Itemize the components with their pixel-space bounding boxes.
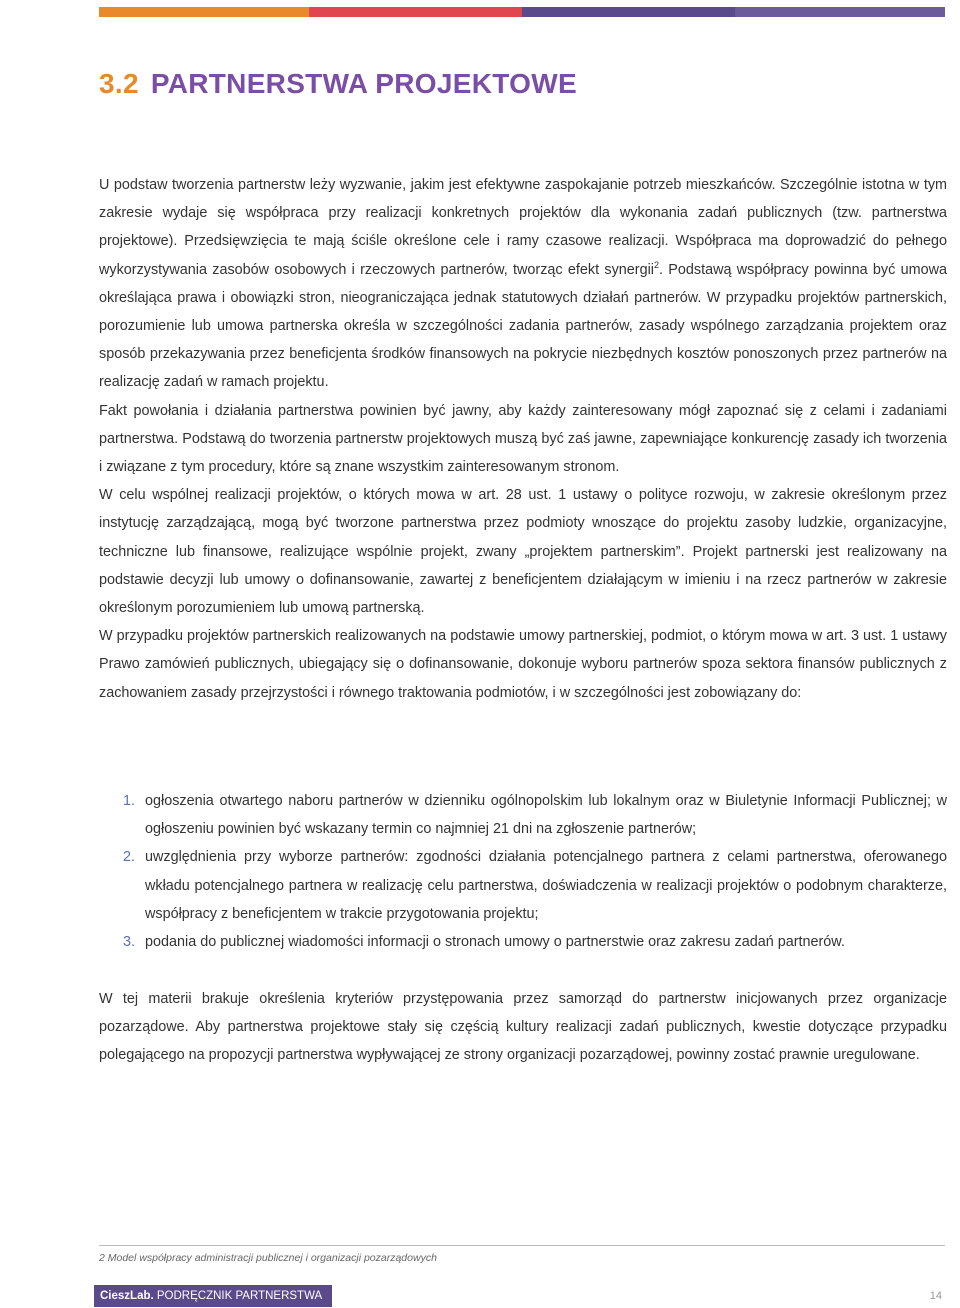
bar-segment-purple [522, 7, 735, 17]
obligations-list [99, 787, 947, 956]
list-item-text: ogłoszenia otwartego naboru partnerów w dzienniku ogólnopolskim lub lokalnym oraz w Biuletynie Informacji Publicznej; w ogłoszeniu powinien być wskazany termin co najmniej 21 dni na zgłoszenie partnerów; [145, 793, 947, 838]
list-item [99, 928, 947, 956]
footnote-divider [99, 1245, 945, 1246]
list-number: 2. [123, 849, 136, 866]
top-color-bar [99, 7, 945, 17]
list-number: 3. [123, 934, 136, 951]
page-number: 14 [929, 1290, 942, 1302]
bar-segment-red [309, 7, 522, 17]
list-item-text: podania do publicznej wiadomości informacji o stronach umowy o partnerstwie oraz zakresu zadań partnerów. [145, 934, 845, 951]
footnote-ref[interactable]: 2 [653, 259, 659, 270]
paragraph-3: W celu wspólnej realizacji projektów, o których mowa w art. 28 ust. 1 ustawy o polityce rozwoju, w zakresie określonym przez instytucję zarządzającą, mogą być tworzone partnerstwa przez podmioty wnoszące do projektu zasoby ludzkie, organizacyjne, techniczne lub finansowe, realizujące wspólnie projekt, zwany „projektem partnerskim”. Projekt partnerski jest realizowany na podstawie decyzji lub umowy o dofinansowanie, zawartej z beneficjentem działającym w imieniu i na rzecz partnerów w zakresie określonym porozumieniem lub umową partnerską. [99, 487, 947, 617]
list-item [99, 843, 947, 928]
list-item-text: uwzględnienia przy wyborze partnerów: zgodności działania potencjalnego partnera z celami partnerstwa, oferowanego wkładu potencjalnego partnera w realizację celu partnerstwa, doświadczenia w realizacji projektów o podobnym charakterze, współpracy z beneficjentem w trakcie przygotowania projektu; [145, 849, 947, 922]
body-text [99, 171, 947, 707]
brand-name: CieszLab. [100, 1290, 154, 1302]
section-title [99, 68, 577, 100]
bar-segment-violet [735, 7, 945, 17]
list-item [99, 787, 947, 843]
bar-segment-orange [99, 7, 309, 17]
list-number: 1. [123, 793, 136, 809]
paragraph-4: W przypadku projektów partnerskich realizowanych na podstawie umowy partnerskiej, podmiot, o którym mowa w art. 3 ust. 1 ustawy Prawo zamówień publicznych, ubiegający się o dofinansowanie, dokonuje wyboru partnerów spoza sektora finansów publicznych z zachowaniem zasady przejrzystości i równego traktowania podmiotów, i w szczególności jest zobowiązany do: [99, 628, 947, 701]
section-heading-text: PARTNERSTWA PROJEKTOWE [150, 68, 577, 99]
paragraph-1: U podstaw tworzenia partnerstw leży wyzwanie, jakim jest efektywne zaspokajanie potrzeb mieszkańców. Szczególnie istotna w tym zakresie wydaje się współpraca przy realizacji konkretnych projektów dla wykonania zadań publicznych (tzw. partnerstwa projektowe). Przedsięwzięcia te mają ściśle określone cele i ramy czasowe realizacji. Współpraca ma doprowadzić do pełnego wykorzystywania zasobów osobowych i rzeczowych partnerów, tworząc efekt synergii$^2$. Podstawą współpracy powinna być umowa określająca prawa i obowiązki stron, nieograniczająca jednak statutowych działań partnerów. W przypadku projektów partnerskich, porozumienie lub umowa partnerska określa w szczególności zadania partnerów, zasady wspólnego zarządzania projektem oraz sposób przekazywania przez beneficjenta środków finansowych na pokrycie niezbędnych kosztów ponoszonych przez partnerów na realizację zadań w ramach projektu. [99, 177, 948, 391]
footer-brand-bar [94, 1285, 332, 1307]
publication-title: PODRĘCZNIK PARTNERSTWA [156, 1290, 323, 1302]
section-number: 3.2 [99, 68, 139, 99]
paragraph-2: Fakt powołania i działania partnerstwa powinien być jawny, aby każdy zainteresowany mógł zapoznać się z celami i zadaniami partnerstwa. Podstawą do tworzenia partnerstw projektowych muszą być zaś jawne, zapewniające konkurencję zasady ich tworzenia i związane z tym procedury, które są znane wszystkim zainteresowanym stronom. [99, 402, 947, 476]
closing-paragraph: W tej materii brakuje określenia kryteriów przystępowania przez samorząd do partnerstw inicjowanych przez organizacje pozarządowe. Aby partnerstwa projektowe stały się częścią kultury realizacji zadań publicznych, kwestie dotyczące przypadku polegającego na propozycji partnerstwa wypływającej ze strony organizacji pozarządowej, powinny zostać prawnie uregulowane. [99, 991, 947, 1064]
footnote: 2 Model współpracy administracji publicznej i organizacji pozarządowych [99, 1252, 437, 1264]
